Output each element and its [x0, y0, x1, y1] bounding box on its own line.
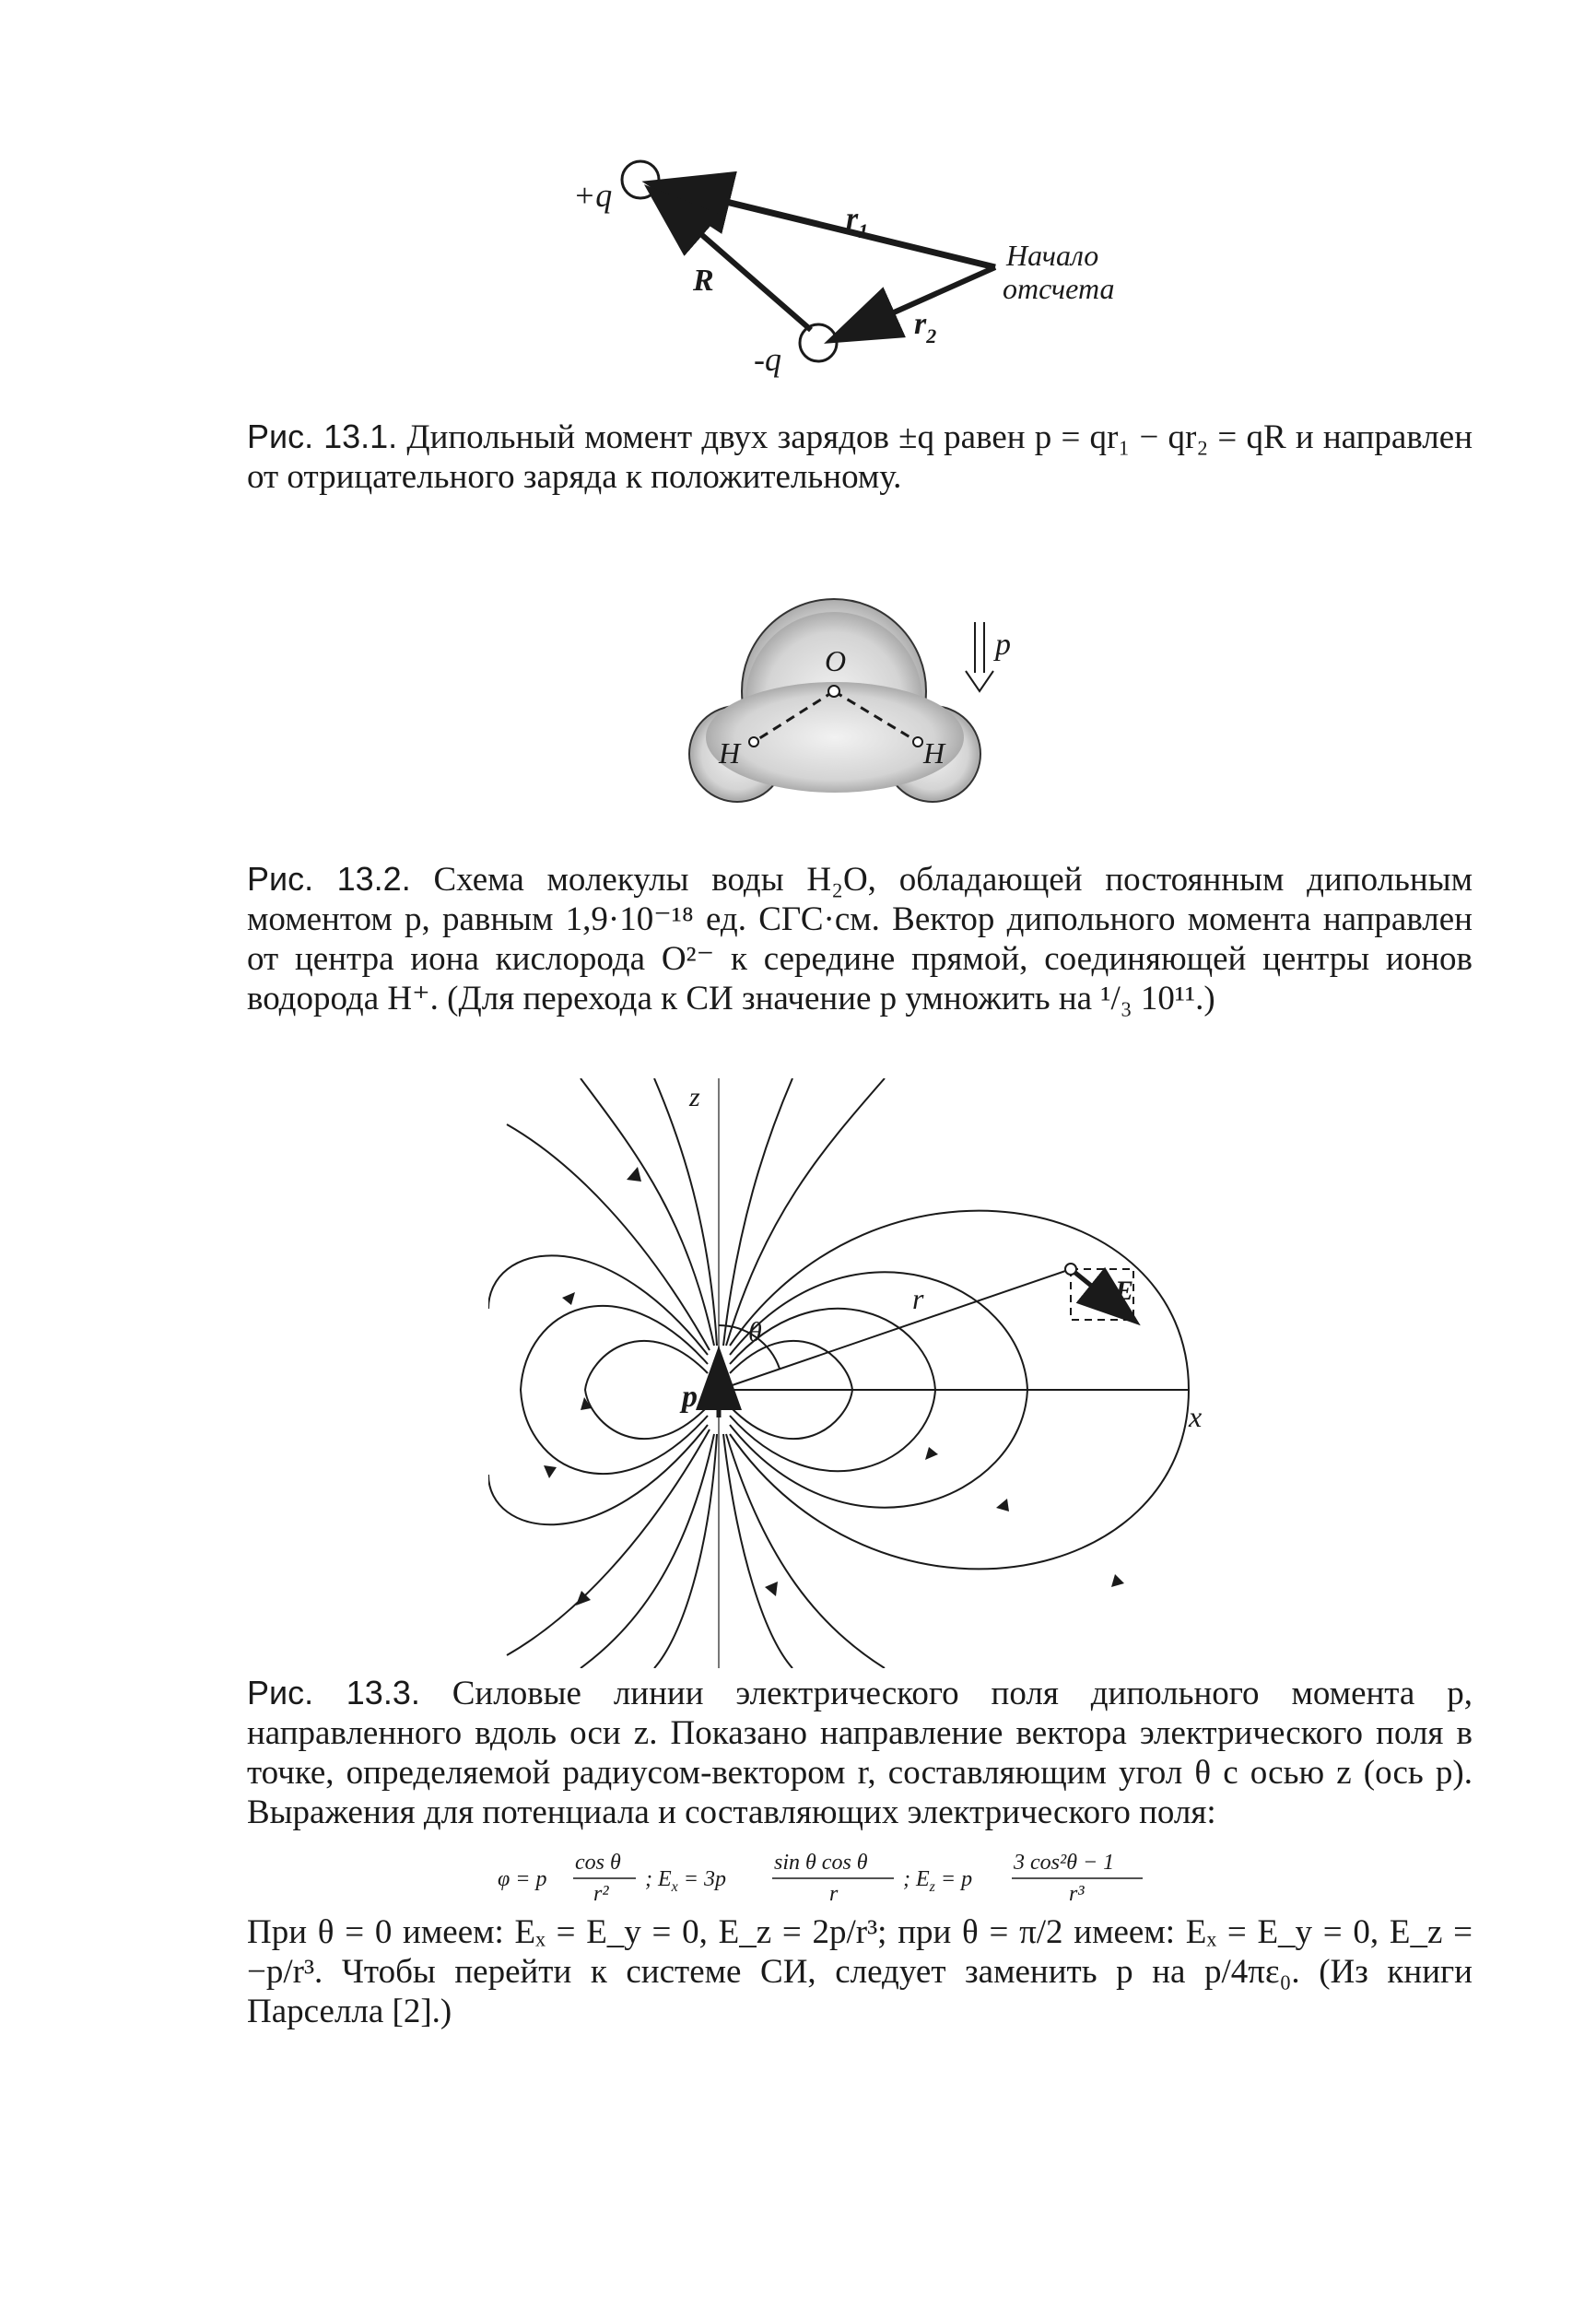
ez-denominator: r³: [1069, 1882, 1085, 1906]
label-r1: $r_1$: [846, 202, 869, 242]
figure1-caption-label: Рис. 13.1.: [247, 418, 398, 455]
figure-water-molecule: [682, 590, 1069, 857]
arrow-6: [925, 1447, 938, 1460]
label-r: r: [912, 1282, 924, 1315]
label-E: E: [1115, 1276, 1134, 1306]
vector-R: [652, 192, 811, 330]
arrow-8: [1111, 1574, 1124, 1587]
arrow-2: [562, 1292, 575, 1305]
label-H-left: H: [719, 736, 741, 770]
vector-r1: [654, 184, 995, 267]
field-formulas: [498, 1843, 1290, 1908]
phi-denominator: r²: [593, 1882, 609, 1906]
label-origin-line1: Начало: [1006, 239, 1099, 272]
field-line-top-2: [654, 1078, 717, 1346]
figure2-caption-label: Рис. 13.2.: [247, 860, 411, 898]
arrow-7: [996, 1499, 1009, 1511]
label-x: x: [1189, 1400, 1203, 1433]
ez-lhs: ; $E_z = p$: [903, 1867, 973, 1895]
label-H-right: H: [923, 736, 945, 770]
closing-paragraph: При θ = 0 имеем: Eₓ = E_y = 0, E_z = 2p/r³; при θ = π/2 имеем: Eₓ = E_y = 0, E_z = −p/r³. Чтобы перейти к системе СИ, следует заменить p на p/4πε₀. (Из книги Парселла [2].): [247, 1913, 1473, 2030]
arrow-3: [544, 1465, 557, 1478]
phi-lhs: φ = p: [498, 1867, 547, 1891]
figure3-caption-text: Силовые линии электрического поля дипольного момента p, направленного вдоль оси z. Показано направление вектора электрического поля в точке, определяемой радиусом-вектором r, составляющим угол θ с осью z (ось p). Выражения для потенциала и составляющих электрического поля:: [247, 1675, 1473, 1831]
ex-numerator: sin θ cos θ: [774, 1851, 868, 1875]
phi-numerator: cos θ: [575, 1851, 621, 1875]
ex-lhs: ; $E_x = 3p$: [645, 1867, 726, 1895]
label-plus-q: +q: [573, 177, 613, 214]
radius-vector-r: [719, 1269, 1071, 1390]
oxygen-center: [828, 686, 839, 697]
label-minus-q: -q: [754, 341, 781, 378]
field-line-left-2: [521, 1306, 708, 1474]
label-origin-line2: отсчета: [1003, 272, 1115, 305]
figure2-caption: [247, 859, 1473, 1018]
label-r2: $r_2$: [914, 307, 937, 347]
figure3-caption-label: Рис. 13.3.: [247, 1674, 420, 1711]
field-point: [1065, 1264, 1076, 1275]
figure1-caption: [247, 417, 1473, 497]
dipole-arrow-p: [966, 622, 993, 691]
hydrogen-left-center: [749, 737, 758, 747]
field-line-left-4: [488, 1425, 708, 1524]
figure-dipole-moment: [516, 129, 1161, 406]
ex-denominator: r: [829, 1882, 839, 1906]
field-line-top-5: [507, 1124, 710, 1350]
molecule-cloud: [689, 599, 980, 802]
label-p: p: [995, 628, 1011, 662]
negative-charge: [800, 324, 837, 361]
figure2-caption-text: Схема молекулы воды H₂O, обладающей постоянным дипольным моментом p, равным 1,9·10⁻¹⁸ ед. СГС·см. Вектор дипольного момента направлен от центра иона кислорода O²⁻ к середине прямой, соединяющей центры ионов водорода H⁺. (Для перехода к СИ значение p умножить на ¹/₃ 10¹¹.): [247, 861, 1473, 1017]
label-O: O: [825, 644, 847, 677]
label-z: z: [689, 1082, 700, 1112]
figure3-caption: [247, 1673, 1473, 1832]
figure1-caption-text: Дипольный момент двух зарядов ±q равен p = qr₁ − qr₂ = qR и направлен от отрицательного заряда к положительному.: [247, 418, 1473, 496]
arrow-1: [627, 1167, 641, 1182]
field-line-top-4: [726, 1078, 885, 1346]
field-line-bottom-1: [581, 1434, 714, 1668]
ez-numerator: 3 cos²θ − 1: [1014, 1851, 1115, 1875]
label-p: p: [682, 1380, 698, 1414]
hydrogen-right-center: [913, 737, 922, 747]
label-R: R: [693, 264, 714, 298]
arrow-5: [765, 1582, 778, 1596]
label-theta: θ: [748, 1317, 762, 1347]
figure-dipole-field-lines: [488, 1078, 1281, 1668]
